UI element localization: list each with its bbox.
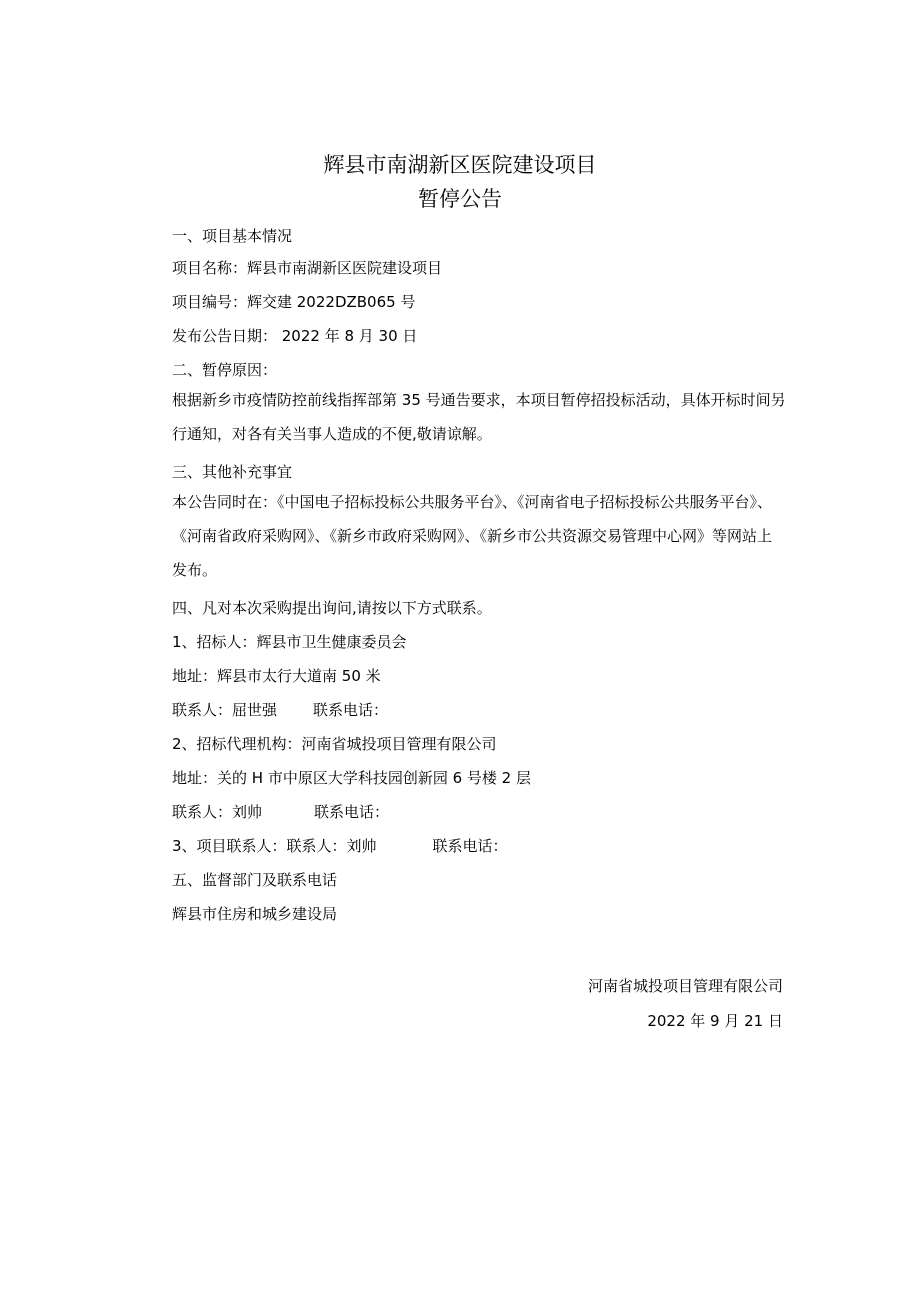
tenderer: 1、招标人：辉县市卫生健康委员会 — [172, 633, 407, 651]
publish-date: 发布公告日期： 2022 年 8 月 30 日 — [172, 327, 418, 345]
tenderer-contact: 联系人：屈世强 — [172, 701, 278, 719]
section-heading-supplement: 三、其他补充事宜 — [172, 463, 293, 481]
tenderer-address: 地址：辉县市太行大道南 50 米 — [172, 667, 381, 685]
project-number: 项目编号：辉交建 2022DZB065 号 — [172, 293, 416, 311]
document-title: 辉县市南湖新区医院建设项目 — [323, 153, 597, 177]
section-heading-pause-reason: 二、暂停原因： — [172, 361, 278, 379]
supervisor: 辉县市住房和城乡建设局 — [172, 905, 338, 923]
agency-contact-row — [172, 802, 389, 822]
agency-address: 地址：关的 H 市中原区大学科技园创新园 6 号楼 2 层 — [172, 769, 531, 787]
signature-date: 2022 年 9 月 21 日 — [647, 1012, 783, 1030]
agency-contact: 联系人：刘帅 — [172, 803, 263, 821]
project-contact-row — [172, 836, 508, 856]
project-contact-phone: 联系电话： — [432, 837, 508, 855]
section-heading-basic-info: 一、项目基本情况 — [172, 227, 293, 245]
section-heading-supervisor: 五、监督部门及联系电话 — [172, 871, 338, 889]
project-contact: 3、项目联系人：联系人：刘帅 — [172, 837, 377, 855]
pause-reason-paragraph: 根据新乡市疫情防控前线指挥部第 35 号通告要求，本项目暂停招投标活动，具体开标时间另行通知，对各有关当事人造成的不便,敬请谅解。 — [172, 391, 786, 443]
supplement-paragraph: 本公告同时在：《中国电子招标投标公共服务平台》、《河南省电子招标投标公共服务平台》、《河南省政府采购网》、《新乡市政府采购网》、《新乡市公共资源交易管理中心网》等网站上发布。 — [172, 493, 773, 579]
signature-organization: 河南省城投项目管理有限公司 — [587, 977, 783, 995]
project-name: 项目名称：辉县市南湖新区医院建设项目 — [172, 259, 443, 277]
tenderer-contact-row — [172, 700, 388, 720]
section-heading-contact: 四、凡对本次采购提出询问,请按以下方式联系。 — [172, 599, 492, 617]
document-subtitle: 暂停公告 — [418, 187, 502, 211]
tenderer-phone: 联系电话： — [313, 701, 389, 719]
agency-phone: 联系电话： — [314, 803, 390, 821]
agency: 2、招标代理机构：河南省城投项目管理有限公司 — [172, 735, 497, 753]
